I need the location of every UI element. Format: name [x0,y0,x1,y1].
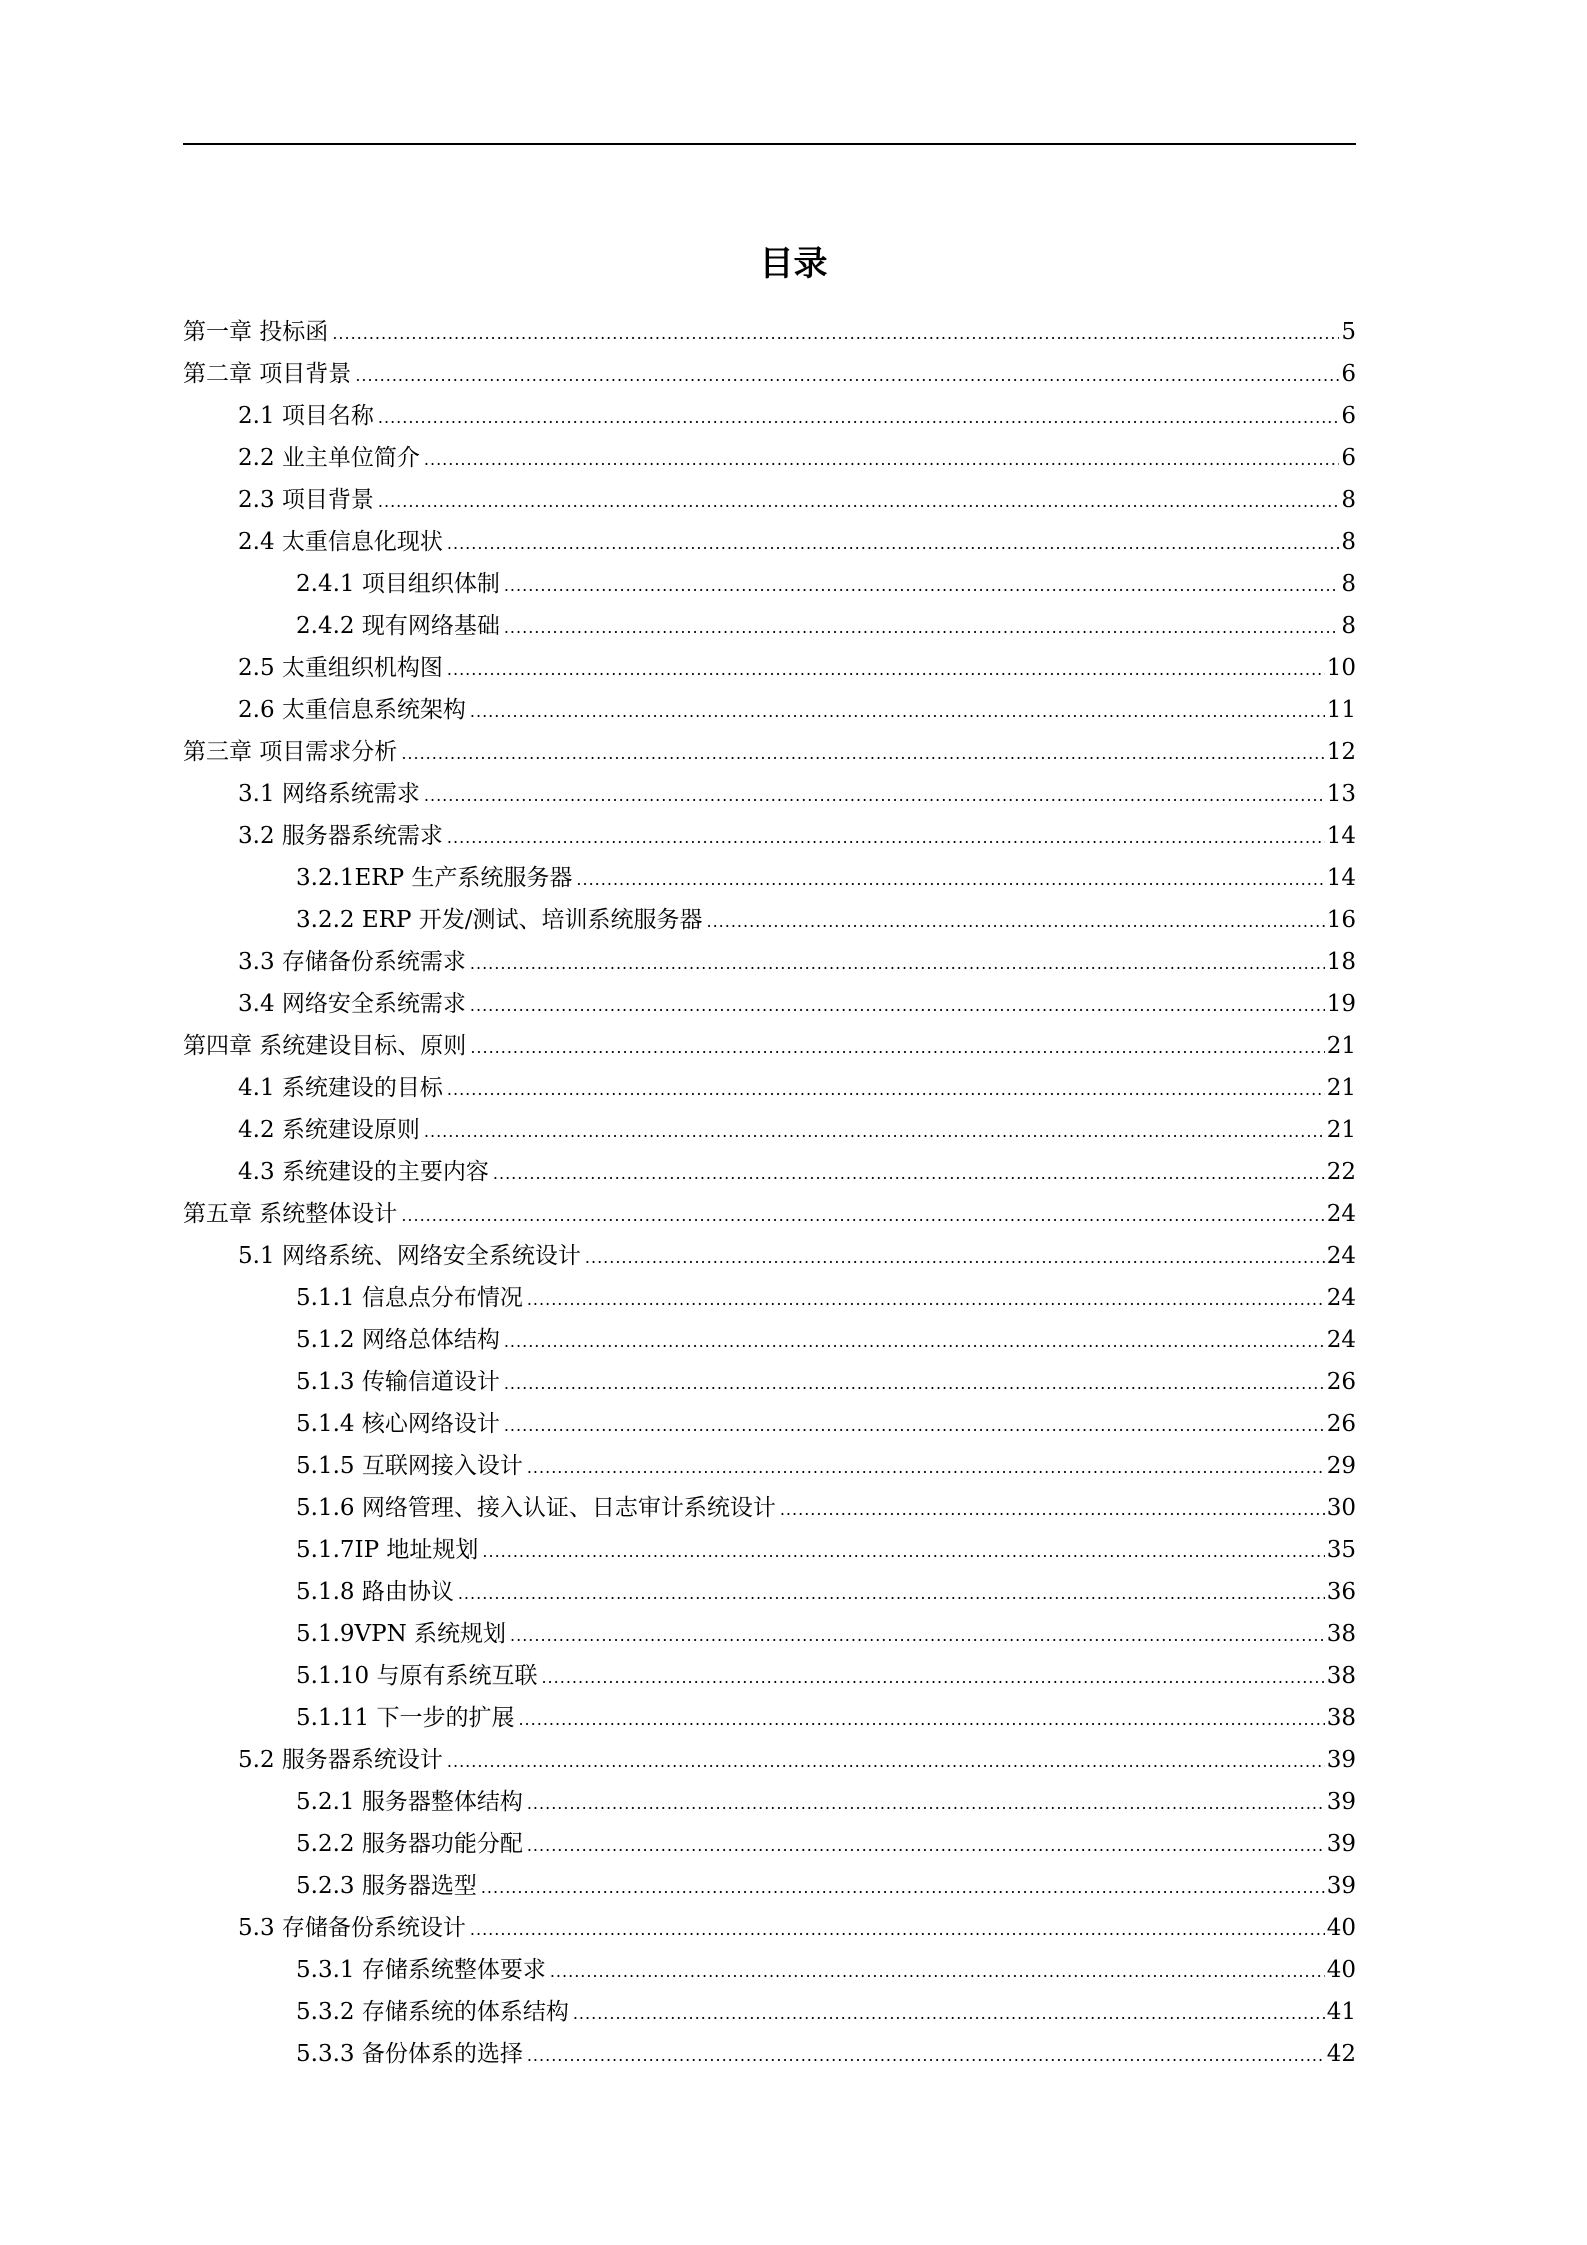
toc-entry-title: 5.1.4 核心网络设计 [296,1411,500,1437]
toc-entry-title: 5.3.2 存储系统的体系结构 [296,1999,569,2025]
toc-entry-title: 2.2 业主单位简介 [238,445,420,471]
toc-entry-page-number: 42 [1326,2041,1356,2067]
toc-entry[interactable] [183,1235,1356,1277]
toc-dot-leader [447,649,1325,691]
toc-entry-page-number: 8 [1341,529,1356,555]
toc-entry[interactable] [183,1865,1356,1907]
toc-entry[interactable] [183,1109,1356,1151]
toc-dot-leader [527,2035,1325,2077]
toc-entry-title: 2.1 项目名称 [238,403,374,429]
toc-dot-leader [401,733,1324,775]
toc-entry-title: 5.1 网络系统、网络安全系统设计 [238,1243,581,1269]
toc-entry-title: 5.2.3 服务器选型 [296,1873,477,1899]
toc-entry-page-number: 26 [1326,1369,1356,1395]
toc-entry-page-number: 38 [1326,1621,1356,1647]
toc-entry[interactable] [183,1823,1356,1865]
toc-entry-title: 3.2.1ERP 生产系统服务器 [296,865,573,891]
toc-dot-leader [493,1153,1325,1195]
toc-entry-title: 2.4.1 项目组织体制 [296,571,500,597]
toc-entry[interactable] [183,1445,1356,1487]
toc-entry[interactable] [183,479,1356,521]
toc-entry-title: 3.4 网络安全系统需求 [238,991,466,1017]
toc-entry-page-number: 13 [1326,781,1356,807]
toc-entry-page-number: 19 [1326,991,1356,1017]
toc-entry[interactable] [183,1361,1356,1403]
toc-entry-title: 2.5 太重组织机构图 [238,655,443,681]
toc-entry-title: 5.1.6 网络管理、接入认证、日志审计系统设计 [296,1495,776,1521]
toc-dot-leader [470,1909,1325,1951]
toc-entry-title: 第五章 系统整体设计 [183,1201,398,1227]
toc-entry-title: 2.6 太重信息系统架构 [238,697,466,723]
toc-entry-title: 2.4.2 现有网络基础 [296,613,500,639]
toc-entry-page-number: 8 [1341,487,1356,513]
toc-dot-leader [706,901,1324,943]
toc-entry-title: 第三章 项目需求分析 [183,739,398,765]
toc-entry[interactable] [183,311,1356,353]
toc-entry-page-number: 8 [1341,571,1356,597]
toc-entry-page-number: 24 [1326,1243,1356,1269]
toc-dot-leader [585,1237,1325,1279]
toc-entry[interactable] [183,983,1356,1025]
toc-entry-page-number: 35 [1326,1537,1356,1563]
toc-entry[interactable] [183,605,1356,647]
toc-entry-title: 5.1.9VPN 系统规划 [296,1621,507,1647]
toc-dot-leader [447,523,1339,565]
toc-entry[interactable] [183,1403,1356,1445]
toc-entry-page-number: 26 [1326,1411,1356,1437]
toc-entry-page-number: 39 [1326,1789,1356,1815]
toc-entry[interactable] [183,2033,1356,2075]
toc-entry[interactable] [183,563,1356,605]
toc-dot-leader [504,565,1340,607]
toc-dot-leader [527,1783,1325,1825]
toc-entry-page-number: 41 [1326,1999,1356,2025]
toc-dot-leader [482,1531,1324,1573]
toc-entry-page-number: 8 [1341,613,1356,639]
toc-entry[interactable] [183,899,1356,941]
toc-entry-page-number: 21 [1326,1033,1356,1059]
toc-dot-leader [504,1363,1325,1405]
toc-entry-page-number: 39 [1326,1873,1356,1899]
toc-entry-title: 5.1.5 互联网接入设计 [296,1453,523,1479]
toc-entry[interactable] [183,521,1356,563]
toc-entry-page-number: 24 [1326,1201,1356,1227]
toc-dot-leader [401,1195,1324,1237]
toc-dot-leader [573,1993,1325,2035]
toc-entry-page-number: 39 [1326,1747,1356,1773]
toc-entry-title: 5.1.11 下一步的扩展 [296,1705,515,1731]
toc-entry[interactable] [183,773,1356,815]
toc-dot-leader [470,943,1325,985]
toc-entry[interactable] [183,1487,1356,1529]
toc-entry-title: 4.3 系统建设的主要内容 [238,1159,489,1185]
toc-entry-title: 5.1.1 信息点分布情况 [296,1285,523,1311]
toc-entry-page-number: 14 [1326,865,1356,891]
toc-entry-page-number: 11 [1326,697,1356,723]
toc-dot-leader [527,1279,1325,1321]
toc-entry[interactable] [183,353,1356,395]
toc-entry-page-number: 18 [1326,949,1356,975]
toc-dot-leader [424,775,1325,817]
toc-dot-leader [504,607,1340,649]
toc-entry-title: 2.3 项目背景 [238,487,374,513]
toc-entry[interactable] [183,395,1356,437]
toc-entry-title: 3.2 服务器系统需求 [238,823,443,849]
toc-entry[interactable] [183,1277,1356,1319]
toc-dot-leader [424,1111,1325,1153]
toc-entry-page-number: 40 [1326,1957,1356,1983]
toc-entry[interactable] [183,437,1356,479]
toc-entry[interactable] [183,1781,1356,1823]
toc-entry-page-number: 6 [1341,361,1356,387]
toc-dot-leader [550,1951,1325,1993]
toc-entry[interactable] [183,1697,1356,1739]
toc-entry-title: 5.3 存储备份系统设计 [238,1915,466,1941]
toc-dot-leader [576,859,1324,901]
toc-entry[interactable] [183,1067,1356,1109]
toc-entry[interactable] [183,1613,1356,1655]
table-of-contents [183,311,1356,2075]
toc-entry-title: 5.3.1 存储系统整体要求 [296,1957,546,1983]
toc-dot-leader [447,1069,1325,1111]
toc-entry[interactable] [183,815,1356,857]
toc-entry[interactable] [183,1655,1356,1697]
toc-entry-page-number: 36 [1326,1579,1356,1605]
toc-entry-title: 5.3.3 备份体系的选择 [296,2041,523,2067]
toc-entry[interactable] [183,1571,1356,1613]
toc-dot-leader [470,1027,1324,1069]
toc-dot-leader [458,1573,1325,1615]
toc-entry-title: 4.2 系统建设原则 [238,1117,420,1143]
toc-entry-page-number: 10 [1326,655,1356,681]
toc-dot-leader [470,985,1325,1027]
toc-entry-title: 2.4 太重信息化现状 [238,529,443,555]
toc-dot-leader [378,397,1339,439]
toc-dot-leader [447,1741,1325,1783]
toc-dot-leader [355,355,1339,397]
toc-entry[interactable] [183,941,1356,983]
toc-entry-title: 第一章 投标函 [183,319,329,345]
toc-dot-leader [527,1447,1325,1489]
toc-entry-page-number: 14 [1326,823,1356,849]
toc-entry-title: 3.3 存储备份系统需求 [238,949,466,975]
toc-entry-title: 5.1.10 与原有系统互联 [296,1663,538,1689]
toc-entry[interactable] [183,857,1356,899]
toc-entry[interactable] [183,1949,1356,1991]
toc-entry-title: 5.2 服务器系统设计 [238,1747,443,1773]
toc-entry-page-number: 16 [1326,907,1356,933]
toc-entry-page-number: 12 [1326,739,1356,765]
toc-entry-page-number: 39 [1326,1831,1356,1857]
toc-entry[interactable] [183,1025,1356,1067]
toc-entry-page-number: 30 [1326,1495,1356,1521]
toc-entry[interactable] [183,1739,1356,1781]
toc-entry[interactable] [183,1529,1356,1571]
toc-entry-page-number: 6 [1341,403,1356,429]
toc-entry-title: 5.1.3 传输信道设计 [296,1369,500,1395]
toc-entry-page-number: 29 [1326,1453,1356,1479]
toc-entry-title: 5.1.7IP 地址规划 [296,1537,479,1563]
toc-entry-title: 第四章 系统建设目标、原则 [183,1033,467,1059]
toc-dot-leader [470,691,1325,733]
toc-dot-leader [481,1867,1325,1909]
toc-entry[interactable] [183,689,1356,731]
toc-entry[interactable] [183,1907,1356,1949]
toc-entry-page-number: 21 [1326,1075,1356,1101]
toc-entry-page-number: 21 [1326,1117,1356,1143]
toc-dot-leader [780,1489,1325,1531]
toc-entry-title: 第二章 项目背景 [183,361,352,387]
toc-entry[interactable] [183,731,1356,773]
toc-entry-page-number: 38 [1326,1705,1356,1731]
toc-dot-leader [527,1825,1325,1867]
toc-dot-leader [504,1405,1325,1447]
page-title: 目录 [759,244,828,284]
toc-entry-page-number: 40 [1326,1915,1356,1941]
toc-dot-leader [378,481,1339,523]
toc-dot-leader [332,313,1339,355]
toc-dot-leader [541,1657,1324,1699]
toc-entry-title: 5.1.2 网络总体结构 [296,1327,500,1353]
toc-entry-title: 3.2.2 ERP 开发/测试、培训系统服务器 [296,907,703,933]
toc-entry-page-number: 5 [1341,319,1356,345]
toc-entry-page-number: 24 [1326,1285,1356,1311]
toc-dot-leader [504,1321,1325,1363]
toc-entry-page-number: 22 [1326,1159,1356,1185]
toc-entry-title: 5.1.8 路由协议 [296,1579,454,1605]
toc-dot-leader [510,1615,1325,1657]
toc-entry[interactable] [183,1151,1356,1193]
toc-entry[interactable] [183,647,1356,689]
toc-entry-page-number: 24 [1326,1327,1356,1353]
toc-entry-page-number: 6 [1341,445,1356,471]
toc-entry-title: 3.1 网络系统需求 [238,781,420,807]
toc-entry[interactable] [183,1193,1356,1235]
header-rule [183,143,1356,145]
toc-dot-leader [424,439,1339,481]
toc-entry[interactable] [183,1319,1356,1361]
toc-entry-page-number: 38 [1326,1663,1356,1689]
toc-entry[interactable] [183,1991,1356,2033]
toc-dot-leader [518,1699,1324,1741]
toc-dot-leader [447,817,1325,859]
toc-entry-title: 5.2.2 服务器功能分配 [296,1831,523,1857]
toc-entry-title: 4.1 系统建设的目标 [238,1075,443,1101]
toc-entry-title: 5.2.1 服务器整体结构 [296,1789,523,1815]
